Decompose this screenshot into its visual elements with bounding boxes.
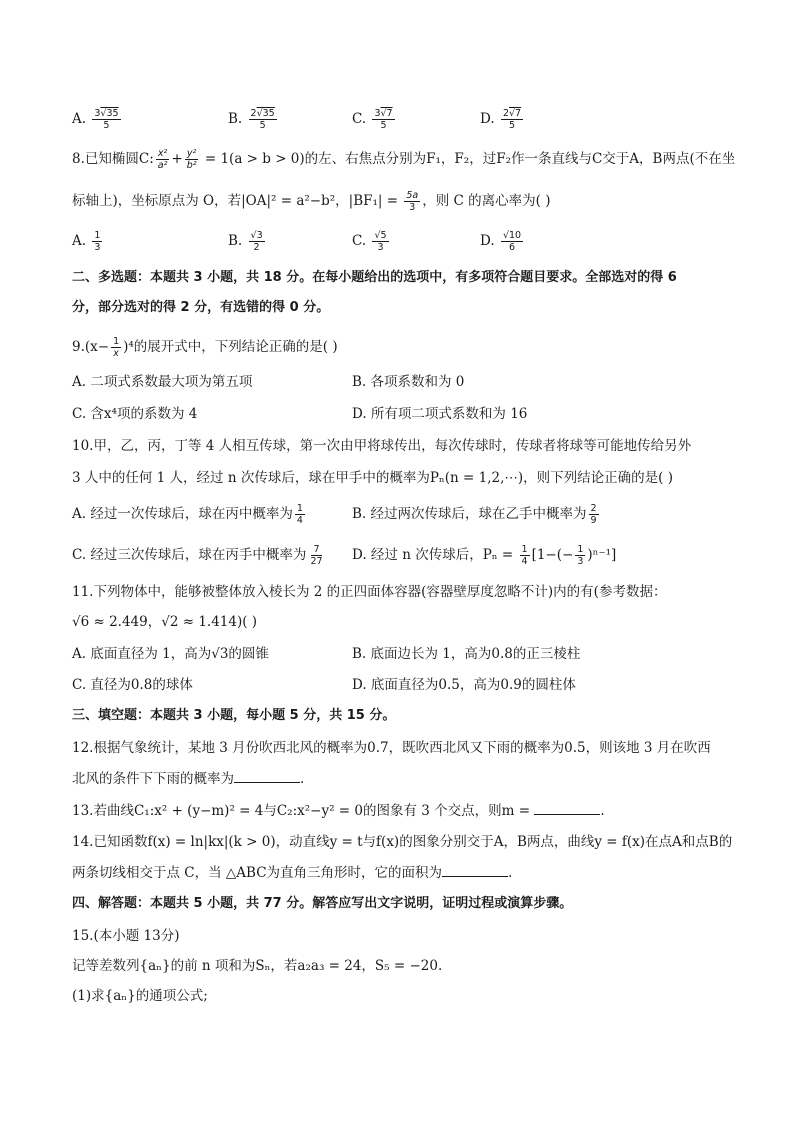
q12-answer-blank[interactable] [234,768,300,783]
q9-option-b: B. 各项系数和为 0 [352,374,465,390]
q7-option-c: C. $\frac{3√7}{5}$ [352,108,393,131]
q7-option-a: A. $\frac{3√35}{5}$ [72,108,119,131]
q11-stem-line2: √6 ≈ 2.449，√2 ≈ 1.414)( ) [72,614,258,630]
q8-option-d: D. $\frac{√10}{6}$ [480,230,522,253]
q9-stem: 9.(x− $\frac{1}{x}$ )⁴的展开式中，下列结论正确的是( ) [72,336,338,359]
q8-option-c: C. $\frac{√5}{3}$ [352,230,387,253]
q9-option-d: D. 所有项二项式系数和为 16 [352,406,528,422]
q8-stem-line2: 标轴上)，坐标原点为 O，若|OA|² = a²−b²，|BF₁| = $\frac{5a}{3}$ ，则 C 的离心率为( ) [72,190,551,213]
q11-option-d: D. 底面直径为0.5，高为0.9的圆柱体 [352,677,576,693]
q13-answer-blank[interactable] [534,800,600,815]
q8-option-b: B. $\frac{√3}{2}$ [228,230,263,253]
q8-stem-line1: 8.已知椭圆C: $\frac{\text{x²}}{\text{a²}}$ + $\frac{\text{y²}}{\text{b²}}$ = 1(a > b > 0)的左、右焦点分别为F₁，F₂，过F₂作一条直线与C交于A，B两点(不在坐 [72,148,736,171]
q11-option-b: B. 底面边长为 1，高为0.8的正三棱柱 [352,646,581,662]
section-4-heading: 四、解答题：本题共 5 小题，共 77 分。解答应写出文字说明，证明过程或演算步骤。 [72,896,573,911]
q7-option-d: D. $\frac{2√7}{5}$ [480,108,522,131]
q12-stem-line2: 北风的条件下下雨的概率为 . [72,768,304,789]
q11-option-c: C. 直径为0.8的球体 [72,677,193,693]
q13-stem: 13.若曲线C₁:x² + (y−m)² = 4与C₂:x²−y² = 0的图象有 3 个交点，则m = . [72,800,605,821]
q9-option-c: C. 含x⁴项的系数为 4 [72,406,198,422]
section-2-heading: 二、多选题：本题共 3 小题，共 18 分。在每小题给出的选项中，有多项符合题目要求。全部选对的得 6 [72,270,677,285]
q11-option-a: A. 底面直径为 1，高为√3的圆锥 [72,646,269,662]
q10-option-d: D. 经过 n 次传球后，Pₙ = $\frac{1}{4}$ [1−(− $\frac{1}{3}$ )ⁿ⁻¹] [352,544,617,567]
q9-option-a: A. 二项式系数最大项为第五项 [72,374,253,390]
section-2-heading-cont: 分，部分选对的得 2 分，有选错的得 0 分。 [72,300,330,315]
q10-option-c: C. 经过三次传球后，球在丙手中概率为 $\frac{7}{27}$ [72,544,323,567]
q10-stem-line1: 10.甲，乙，丙，丁等 4 人相互传球，第一次由甲将球传出，每次传球时，传球者将球等可能地传给另外 [72,438,692,454]
q10-option-b: B. 经过两次传球后，球在乙手中概率为 $\frac{2}{9}$ [352,503,597,526]
q12-stem-line1: 12.根据气象统计，某地 3 月份吹西北风的概率为0.7，既吹西北风又下雨的概率为0.5，则该地 3 月在吹西 [72,740,711,756]
q14-answer-blank[interactable] [442,862,508,877]
q11-stem-line1: 11.下列物体中，能够被整体放入棱长为 2 的正四面体容器(容器壁厚度忽略不计)内的有(参考数据： [72,584,667,600]
q10-option-a: A. 经过一次传球后，球在丙中概率为 $\frac{1}{4}$ [72,503,303,526]
q8-option-a: A. $\frac{1}{3}$ [72,230,101,253]
q15-part-1: (1)求{aₙ}的通项公式; [72,988,208,1004]
q15-stem: 记等差数列{aₙ}的前 n 项和为Sₙ，若a₂a₃ = 24，S₅ = −20. [72,958,443,974]
q14-stem-line2: 两条切线相交于点 C，当 △ABC为直角三角形时，它的面积为 . [72,862,512,883]
q10-stem-line2: 3 人中的任何 1 人，经过 n 次传球后，球在甲手中的概率为Pₙ(n = 1,2,⋯)，则下列结论正确的是( ) [72,470,673,486]
section-3-heading: 三、填空题：本题共 3 小题，每小题 5 分，共 15 分。 [72,708,396,723]
q15-header: 15.(本小题 13分) [72,928,180,944]
q14-stem-line1: 14.已知函数f(x) = ln|kx|(k > 0)，动直线y = t与f(x)的图象分别交于A，B两点，曲线y = f(x)在点A和点B的 [72,834,733,850]
q7-option-b: B. $\frac{2√35}{5}$ [228,108,275,131]
